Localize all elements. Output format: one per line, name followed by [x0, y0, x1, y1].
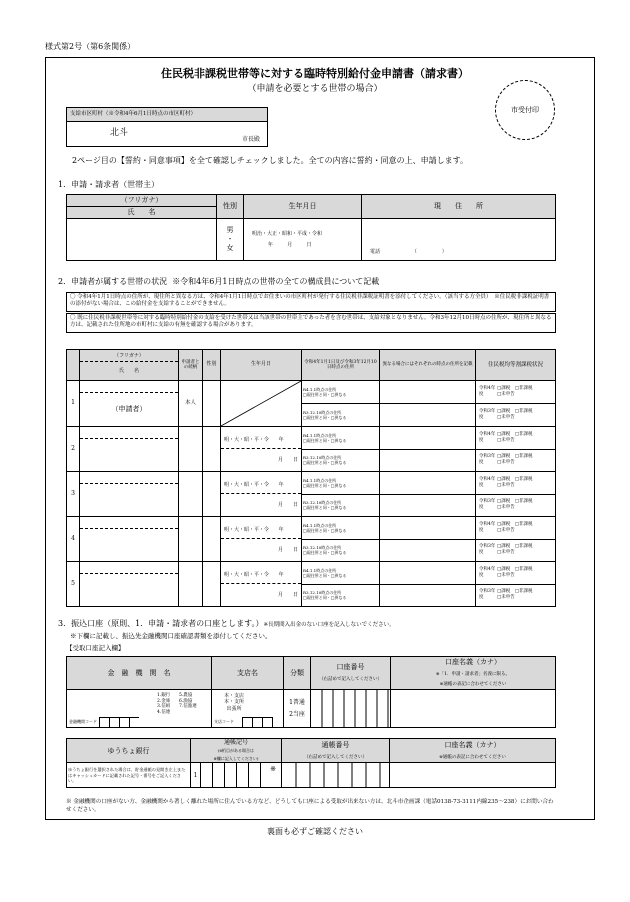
hh-tax-r4-label: 令和4年度: [479, 521, 496, 533]
hh-tax-r4-opts1: □課税 □非課税: [497, 476, 533, 482]
yucho-label: ゆうちょ銀行: [67, 739, 191, 763]
branch-name-label: 支店名: [212, 657, 284, 690]
hh-birth-field[interactable]: [221, 472, 302, 517]
hh-addr-r4[interactable]: [302, 427, 380, 450]
hh-addr-r4-label: R4.1.1時点の住所: [303, 567, 337, 573]
phone-label: 電話: [370, 249, 381, 256]
holder-note2: ※通帳の表記に合わせてください: [439, 682, 507, 688]
municipality-header: 支給市区町村（※令和4年6月1日時点の市区町村）: [70, 111, 196, 117]
hh-addr-r4-opts: □現住所と同・□異なる: [303, 527, 347, 533]
hh-name-cell[interactable]: [80, 381, 179, 427]
holder-note1: ※「1．申請・請求者」名義に限る。: [435, 671, 511, 677]
bank-type-1: 1.銀行: [157, 693, 171, 698]
branch-field[interactable]: [212, 690, 284, 728]
hh-birth-md: 月 日: [277, 547, 298, 553]
hh-birth-md: 月 日: [277, 502, 298, 508]
section2-title: 2．申請者が属する世帯の状況: [58, 277, 168, 286]
hh-gender-field[interactable]: [203, 427, 221, 472]
hh-addr-r3[interactable]: [302, 539, 380, 562]
branch-types: [224, 693, 244, 712]
hh-birth-era: 明・大・昭・平・令: [224, 482, 270, 488]
hh-birth-year: 年: [278, 527, 284, 533]
hh-diff-r4[interactable]: [380, 517, 476, 540]
gender-label: 性別: [217, 195, 244, 219]
hh-name-cell[interactable]: [80, 427, 179, 472]
birth-eras: 明治・大正・昭和・平成・令和: [252, 230, 323, 237]
address-label: 現 住 所: [362, 195, 556, 219]
hh-tax-r4[interactable]: [476, 381, 556, 404]
hh-birth-year: 年: [278, 482, 284, 488]
passbook-mark-field[interactable]: [191, 763, 282, 788]
stamp-label: 市受付印: [511, 106, 539, 114]
gender-dot: ・: [226, 234, 234, 243]
hh-head-furigana: （フリガナ）: [80, 350, 178, 362]
hh-tax-r3-label: 令和3年度: [479, 409, 496, 420]
hh-addr-r4-label: R4.1.1時点の住所: [303, 387, 337, 392]
hh-tax-r3[interactable]: [476, 539, 556, 562]
hh-row-number: 4: [67, 517, 80, 562]
hh-tax-r4-opts1: □課税 □非課税: [497, 431, 533, 437]
hh-birth-year: 年: [278, 572, 284, 578]
hh-addr-r4-opts: □現住所と同・□異なる: [303, 572, 347, 578]
category-label: 分類: [284, 657, 311, 690]
address-field[interactable]: [362, 219, 556, 261]
hh-birth-field[interactable]: [221, 517, 302, 562]
hh-gender-field[interactable]: [203, 381, 221, 427]
hh-row-number: 5: [67, 562, 80, 607]
hh-addr-r3[interactable]: [302, 584, 380, 607]
passbook-mark-text: 通帳記号: [223, 739, 248, 746]
hh-tax-r4-opts1: □課税 □非課税: [497, 566, 533, 572]
confirm-text: 2ページ目の【誓約・同意事項】を全て確認しチェックしました。全ての内容に誓約・同意の上、申請します。: [72, 156, 469, 165]
hh-head-diff: 異なる場合にはそれぞれの時点の住所を記載: [380, 350, 476, 381]
hh-tax-r3-label: 令和3年度: [479, 499, 496, 511]
birth-day: 日: [306, 241, 312, 248]
hh-tax-r4[interactable]: [476, 517, 556, 540]
holder-field[interactable]: [391, 690, 556, 728]
birth-year: 年: [267, 241, 273, 248]
hh-tax-r3-opts2: □未申告: [497, 460, 515, 466]
hh-addr-r3-label: R3.12.10時点の住所: [303, 590, 342, 596]
gender-options[interactable]: [217, 219, 244, 261]
hh-addr-r3[interactable]: [302, 449, 380, 472]
hh-head-name-label: 氏 名: [118, 368, 139, 374]
hh-diff-r3[interactable]: [380, 539, 476, 562]
branch-code-label: 支店コード: [214, 719, 234, 724]
hh-birth-md: 月 日: [277, 457, 298, 463]
hh-tax-r4-opts1: □課税 □非課税: [497, 521, 533, 527]
hh-addr-r3-opts: □現住所と同・□異なる: [303, 505, 347, 511]
account-no-field[interactable]: [311, 690, 391, 728]
holder2-note: ※通帳の表記に合わせてください: [439, 754, 506, 760]
section2-heading: [58, 278, 379, 286]
gender-male: 男: [226, 225, 234, 234]
hh-relation-field[interactable]: [179, 517, 203, 562]
hh-tax-r4[interactable]: [476, 562, 556, 585]
hh-name-field: （申請者）: [111, 405, 147, 413]
hh-furigana-field[interactable]: [80, 518, 178, 529]
branch-type-3: 出張所: [226, 705, 242, 712]
birth-month: 月: [287, 241, 293, 248]
household-table: [66, 349, 556, 607]
hh-birth-year: 年: [278, 437, 284, 443]
hh-addr-r3-label: R3.12.10時点の住所: [303, 500, 342, 506]
bank-types-right: [179, 693, 197, 710]
hh-tax-r4-label: 令和4年度: [479, 431, 496, 443]
branch-type-2: 本・支所: [224, 699, 245, 706]
hh-tax-r3[interactable]: [476, 494, 556, 517]
yucho-note: ゆうちょ銀行を選択された場合は、貯金通帳の見開き左上またはキャッシュカードに記載された記号・番号をご記入ください。: [67, 763, 191, 788]
hh-name-cell[interactable]: [80, 472, 179, 517]
hh-addr-r3-label: R3.12.10時点の住所: [303, 410, 342, 415]
hh-birth-field[interactable]: [221, 427, 302, 472]
hh-birth-field[interactable]: [221, 562, 302, 607]
hh-addr-r3[interactable]: [302, 494, 380, 517]
back-note: 裏面も必ずご確認ください: [267, 827, 363, 836]
bank-type-3: 3.信組: [157, 704, 171, 710]
bank-type-5: 5.農協: [179, 693, 193, 698]
hh-tax-r3-label: 令和3年度: [479, 454, 496, 466]
hh-diff-r3[interactable]: [380, 449, 476, 472]
hh-head-name: [80, 350, 179, 381]
hh-tax-r4-label: 令和4年度: [479, 476, 496, 488]
branch-type-1: 本・支店: [224, 693, 245, 699]
hh-head-address: 令和4年1月1日及び令和3年12月10日時点の住所: [302, 350, 380, 381]
holder-label: [391, 657, 556, 690]
hh-gender-field[interactable]: [203, 517, 221, 562]
hh-addr-r3[interactable]: [302, 404, 380, 427]
section3-heading: [58, 620, 395, 629]
hh-name-field[interactable]: [80, 529, 178, 561]
hh-tax-r4-opts1: □課税 □非課税: [497, 386, 533, 392]
hh-head-birth: 生年月日: [221, 350, 302, 381]
hh-tax-r4-label: 令和4年度: [479, 566, 496, 578]
hh-tax-r4-opts2: □未申告: [497, 392, 515, 397]
hh-relation-field: 本人: [179, 381, 203, 427]
hh-addr-r3-label: R3.12.10時点の住所: [303, 545, 342, 551]
hh-birth-era-line: [221, 517, 301, 539]
note1-box: 〇 令和4年1月1日時点の住所が、現住所と異なる方は、令和4年1月1日時点でお住まいの市区町村が発行する住民税非課税証明書を添付してください。（該当する方全員） ※住民税非課税証明書の添付がない場合は、この給付金を支給することができません。: [66, 292, 556, 312]
hh-tax-r4-opts2: □未申告: [497, 482, 515, 488]
passbook-mark-note2: ※欄に記入してください): [213, 755, 259, 761]
hh-addr-r4-label: R4.1.1時点の住所: [303, 432, 337, 438]
hh-row-number: 2: [67, 427, 80, 472]
hh-tax-r3-opts2: □未申告: [497, 595, 515, 601]
hh-tax-r3[interactable]: [476, 449, 556, 472]
passbook-no-text: 通帳番号: [321, 741, 350, 750]
bank-code-label: 金融機関コード: [69, 719, 97, 724]
yucho-table: [66, 738, 556, 788]
hh-tax-r3-opts1: □課税 □非課税: [497, 499, 533, 505]
hh-birth-era: 明・大・昭・平・令: [224, 437, 270, 443]
hh-diff-r4[interactable]: [380, 562, 476, 585]
page-subtitle: （申請を必要とする世帯の場合）: [247, 84, 383, 94]
hh-birth-era-line: [221, 472, 301, 494]
hh-furigana-field[interactable]: [80, 382, 178, 393]
hh-head-gender: 性別: [203, 350, 221, 381]
hh-addr-r3-opts: □現住所と同・□異なる: [303, 595, 347, 601]
bank-name-field[interactable]: [67, 690, 212, 728]
bank-types-left: [157, 693, 170, 716]
account-no-label: [311, 657, 391, 690]
hh-addr-r4[interactable]: [302, 517, 380, 540]
hh-addr-r3-opts: □現住所と同・□異なる: [303, 460, 347, 466]
birth-label: 生年月日: [244, 195, 362, 219]
holder2-text: 口座名義（カナ）: [444, 741, 501, 750]
hh-name-cell[interactable]: [80, 517, 179, 562]
holder2-label: [390, 739, 556, 763]
form-number: 様式第2号（第6条関係）: [45, 42, 136, 51]
hh-diff-r3[interactable]: [380, 584, 476, 607]
passbook-no-note: （右詰めで記入してください）: [304, 754, 367, 760]
hh-birth-era-line: [221, 562, 301, 584]
phone-parens: （ ）: [411, 249, 447, 256]
hh-diff-r3[interactable]: [380, 404, 476, 427]
hh-birth-field[interactable]: [221, 381, 302, 427]
hh-tax-r3-opts2: □未申告: [497, 505, 515, 511]
holder-text: 口座名義（カナ）: [445, 658, 501, 666]
hh-birth-era-line: [221, 427, 301, 449]
bank-name-label: 金 融 機 関 名: [67, 657, 212, 690]
section3-note: ※下欄に記載し、振込先金融機関口座確認書類を添付してください。: [70, 632, 272, 640]
section3-heading-note: ※長期間入出金のない口座を記入しないでください。: [263, 622, 395, 628]
hh-birth-md: 月 日: [277, 592, 298, 598]
hh-head-relation: 申請者との続柄: [179, 350, 203, 381]
hh-tax-r3-opts2: □未申告: [497, 415, 515, 420]
section1-heading: 1．申請・請求者（世帯主）: [58, 180, 160, 189]
hh-furigana-field[interactable]: [80, 563, 178, 574]
account-no-note: （右詰めで記入してください）: [319, 677, 382, 682]
name-label: 氏 名: [67, 207, 217, 219]
passbook-no-field[interactable]: [282, 763, 390, 788]
hh-tax-r4[interactable]: [476, 427, 556, 450]
page-title: 住民税非課税世帯等に対する臨時特別給付金申請書（請求書）: [161, 67, 469, 80]
category-options[interactable]: [284, 690, 311, 728]
footer-note: ※ 金融機関の口座がない方、金融機関から著しく離れた場所に住んでいる方など、どうしても口座による受取が出来ない方は、北斗市企画課（電話0138-73-3111内線235～238）にお問い合わせください。: [66, 799, 554, 814]
hh-addr-r4[interactable]: [302, 562, 380, 585]
furigana-label: （フリガナ）: [67, 195, 217, 207]
hh-diff-r3[interactable]: [380, 494, 476, 517]
passbook-mark-label: [191, 739, 282, 763]
account-no-text: 口座番号: [336, 662, 365, 671]
hh-birth-era: 明・大・昭・平・令: [224, 572, 270, 578]
municipality-field[interactable]: [66, 121, 268, 147]
hh-diff-r4[interactable]: [380, 381, 476, 404]
hh-addr-r4[interactable]: [302, 472, 380, 495]
birth-field[interactable]: [244, 219, 362, 261]
hh-name-field[interactable]: [80, 574, 178, 606]
hh-addr-r4[interactable]: [302, 381, 380, 404]
hh-addr-r4-label: R4.1.1時点の住所: [303, 522, 337, 528]
hh-gender-field[interactable]: [203, 472, 221, 517]
hh-tax-r3[interactable]: [476, 584, 556, 607]
hh-tax-r4-opts2: □未申告: [497, 527, 515, 533]
hh-tax-r4-opts2: □未申告: [497, 437, 515, 443]
hh-name-cell[interactable]: [80, 562, 179, 607]
hh-tax-r3-label: 令和3年度: [479, 589, 496, 601]
hh-diff-r4[interactable]: [380, 427, 476, 450]
bank-type-4: 4.信連: [157, 709, 171, 715]
holder2-field[interactable]: [390, 763, 556, 788]
applicant-name-field[interactable]: [67, 219, 217, 261]
hh-addr-r4-opts: □現住所と同・□異なる: [303, 482, 347, 488]
hh-addr-r4-opts: □現住所と同・□異なる: [303, 392, 347, 397]
gender-female: 女: [226, 244, 234, 253]
hh-addr-r4-label: R4.1.1時点の住所: [303, 477, 337, 483]
bank-type-6: 6.漁協: [179, 698, 193, 704]
hh-tax-r3-label: 令和3年度: [479, 544, 496, 556]
municipality-name: 北斗: [110, 128, 129, 138]
section2-note: ※令和4年6月1日時点の世帯の全ての構成員について記載: [172, 277, 380, 286]
hh-tax-r3-opts1: □課税 □非課税: [497, 409, 533, 415]
bank-type-2: 2.金庫: [157, 698, 171, 704]
applicant-table: [66, 194, 556, 261]
passbook-mark-one: 1: [191, 763, 201, 787]
category-1: 1普通: [289, 698, 305, 706]
hh-gender-field[interactable]: [203, 562, 221, 607]
hh-tax-r4[interactable]: [476, 472, 556, 495]
hh-relation-field[interactable]: [179, 427, 203, 472]
hh-addr-r3-opts: □現住所と同・□異なる: [303, 550, 347, 556]
hh-birth-strike: [221, 381, 301, 426]
note2-box: 〇 既に住民税非課税世帯等に対する臨時特別給付金の支給を受けた世帯又は当該世帯の世帯主であった者を含む世帯は、支給対象となりません。令和3年12月10日時点の住所が、現住所と異なる方は、記載された住所地の市町村に支給の有無を確認する場合があります。: [66, 313, 556, 333]
hh-row-number: 3: [67, 472, 80, 517]
hh-addr-r3-label: R3.12.10時点の住所: [303, 455, 342, 461]
hh-addr-r3-opts: □現住所と同・□異なる: [303, 415, 347, 420]
hh-name-field[interactable]: [80, 439, 178, 471]
passbook-mark-boxes[interactable]: [201, 763, 263, 787]
hh-birth-era: 明・大・昭・平・令: [224, 527, 270, 533]
municipality-suffix: 市長殿: [242, 136, 261, 143]
section3-title: 3．振込口座（原則、1．申請・請求者の口座とします。）: [58, 619, 264, 628]
bank-code-boxes[interactable]: [99, 717, 139, 727]
hh-furigana-field[interactable]: [80, 428, 178, 439]
category-2: 2当座: [289, 710, 305, 718]
bank-type-7: 7.信漁連: [179, 704, 197, 710]
branch-code-boxes[interactable]: [242, 717, 273, 727]
hh-head-tax: 住民税均等割課税状況: [476, 350, 556, 381]
passbook-mark-star: ※: [270, 765, 276, 774]
hh-tax-r3-opts2: □未申告: [497, 550, 515, 556]
hh-tax-r3[interactable]: [476, 404, 556, 427]
account-box-label: 【受取口座記入欄】: [66, 644, 125, 652]
bank-table: [66, 656, 556, 728]
hh-head-num: [67, 350, 80, 381]
hh-tax-r3-opts1: □課税 □非課税: [497, 454, 533, 460]
hh-tax-r3-opts1: □課税 □非課税: [497, 589, 533, 595]
hh-relation-field[interactable]: [179, 472, 203, 517]
hh-tax-r4-opts2: □未申告: [497, 572, 515, 578]
passbook-mark-note1: (6桁目がある場合は: [217, 747, 255, 753]
hh-row-number: 1: [67, 381, 80, 427]
hh-relation-field[interactable]: [179, 562, 203, 607]
hh-tax-r3-opts1: □課税 □非課税: [497, 544, 533, 550]
hh-name-field[interactable]: [80, 484, 178, 516]
hh-tax-r4-label: 令和4年度: [479, 386, 496, 397]
passbook-no-label: [282, 739, 390, 763]
hh-addr-r4-opts: □現住所と同・□異なる: [303, 437, 347, 443]
hh-diff-r4[interactable]: [380, 472, 476, 495]
hh-furigana-field[interactable]: [80, 473, 178, 484]
